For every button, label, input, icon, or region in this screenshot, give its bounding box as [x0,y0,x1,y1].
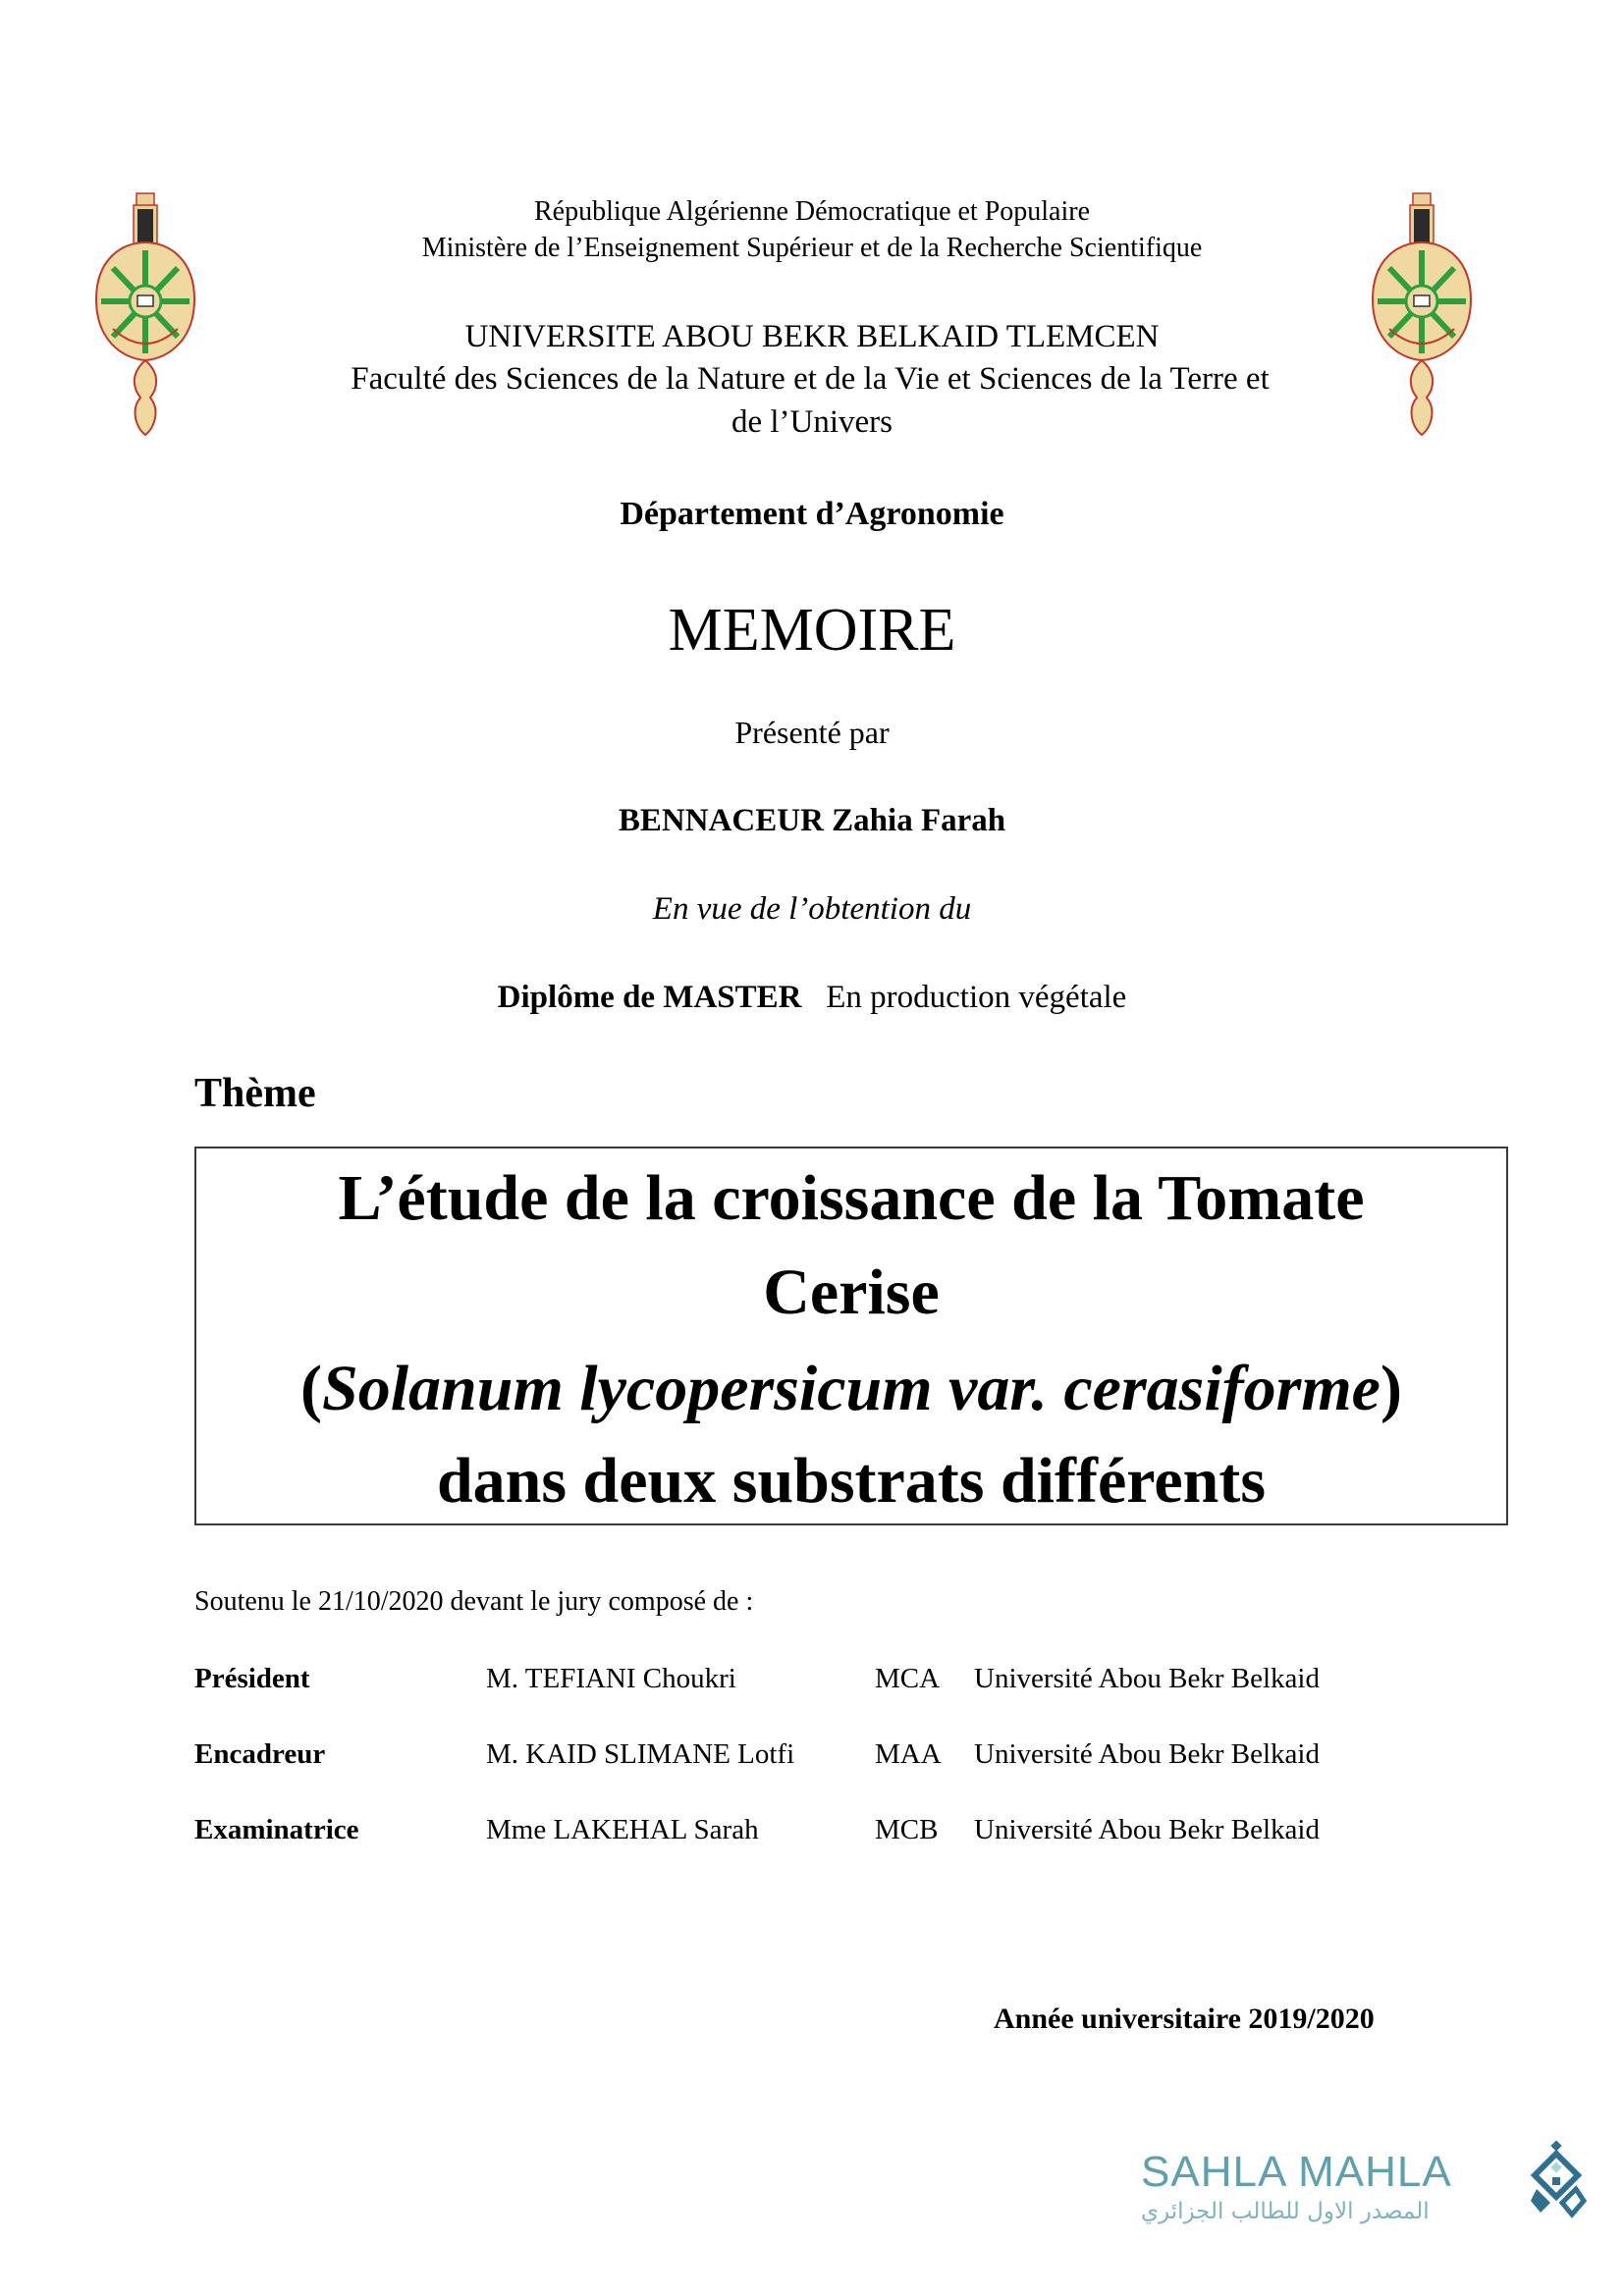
jury-name: M. TEFIANI Choukri [486,1663,736,1694]
jury-grade: MCB [875,1814,939,1845]
university-logo-right [1368,191,1476,439]
sahla-mahla-watermark [1129,2142,1591,2240]
republic-line: République Algérienne Démocratique et Populaire [533,196,1091,227]
jury-role: Président [194,1663,310,1694]
diploma-line [0,980,1624,1016]
university-emblem-icon [1368,191,1476,439]
thesis-title-line-4: dans deux substrats différents [436,1445,1267,1517]
sahla-mahla-emblem-icon [1527,2140,1588,2218]
thesis-title-box [194,1147,1508,1525]
university-logo-left [91,191,199,439]
species-name: Solanum lycopersicum var. cerasiforme [322,1353,1380,1424]
jury-institution: Université Abou Bekr Belkaid [974,1738,1320,1770]
jury-role: Examinatrice [194,1814,359,1845]
university-name: UNIVERSITE ABOU BEKR BELKAID TLEMCEN [464,319,1160,354]
document-type: MEMOIRE [668,597,956,664]
ministry-line: Ministère de l’Enseignement Supérieur et de la Recherche Scientifique [421,233,1203,263]
thesis-title-line-2: Cerise [763,1256,940,1328]
jury-grade: MCA [875,1663,941,1694]
watermark-brand: SAHLA MAHLA [1141,2148,1452,2196]
jury-name: M. KAID SLIMANE Lotfi [486,1738,795,1770]
theme-label: Thème [194,1071,316,1116]
presented-by-label: Présenté par [734,715,890,750]
jury-grade: MAA [875,1738,942,1770]
obtention-label: En vue de l’obtention du [652,891,972,927]
jury-name: Mme LAKEHAL Sarah [486,1814,759,1845]
academic-year: Année universitaire 2019/2020 [994,2002,1375,2035]
jury-role: Encadreur [194,1738,326,1770]
jury-institution: Université Abou Bekr Belkaid [974,1814,1320,1845]
faculty-line-1: Faculté des Sciences de la Nature et de la Vie et Sciences de la Terre et [351,361,1270,397]
faculty-line-2: de l’Univers [731,404,893,440]
defense-statement: Soutenu le 21/10/2020 devant le jury composé de : [194,1586,754,1617]
thesis-title-line-1: L’étude de la croissance de la Tomate [338,1162,1365,1234]
jury-institution: Université Abou Bekr Belkaid [974,1663,1320,1694]
department-title: Département d’Agronomie [620,496,1004,532]
author-name: BENNACEUR Zahia Farah [618,803,1006,838]
thesis-title-line-3: (Solanum lycopersicum var. cerasiforme) [300,1353,1402,1424]
diploma-title: Diplôme de MASTER [497,980,802,1015]
university-emblem-icon [91,191,199,439]
watermark-tagline: المصدر الاول للطالب الجزائري [1141,2199,1430,2224]
diploma-specialty: En production végétale [826,980,1127,1015]
